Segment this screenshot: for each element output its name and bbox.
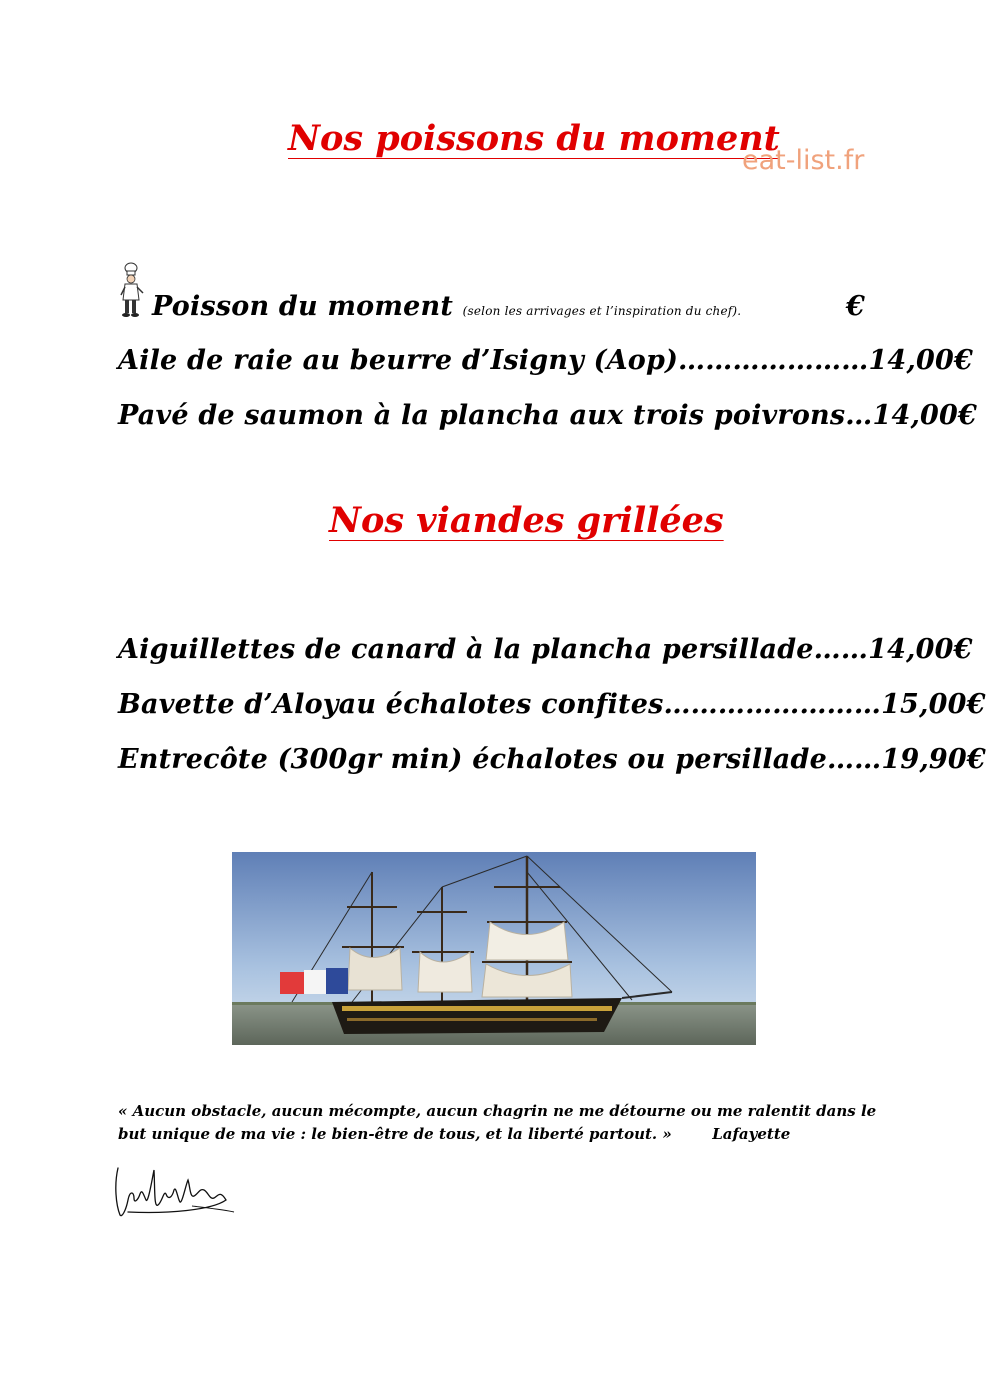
quote-author: Lafayette <box>712 1125 791 1143</box>
menu-item-name: Poisson du moment <box>152 291 454 322</box>
fish-section-title: Nos poissons du moment <box>288 118 780 159</box>
menu-item-bavette-aloyau: Bavette d’Aloyau échalotes confites……………………15,00€ <box>118 689 986 720</box>
watermark: eat-list.fr <box>742 145 865 176</box>
menu-item-price: € <box>846 291 865 322</box>
menu-item-poisson-du-moment <box>152 291 741 322</box>
lafayette-signature <box>108 1160 238 1230</box>
meat-section-title: Nos viandes grillées <box>329 500 724 541</box>
menu-item-aile-de-raie: Aile de raie au beurre d’Isigny (Aop)…………………14,00€ <box>118 345 973 376</box>
menu-item-aiguillettes-de-canard: Aiguillettes de canard à la plancha persillade……14,00€ <box>118 634 973 665</box>
menu-item-entrecote: Entrecôte (300gr min) échalotes ou persillade……19,90€ <box>118 744 986 775</box>
quote-block <box>118 1100 878 1146</box>
quote-text: « Aucun obstacle, aucun mécompte, aucun chagrin ne me détourne ou me ralentit dans le but unique de ma vie : le bien-être de tous, et la liberté partout. » <box>118 1102 877 1143</box>
menu-item-pave-de-saumon: Pavé de saumon à la plancha aux trois poivrons…14,00€ <box>118 400 978 431</box>
menu-item-note: (selon les arrivages et l’inspiration du chef). <box>462 304 742 318</box>
chef-figure-icon <box>118 262 148 320</box>
tall-ship-photo <box>232 852 756 1045</box>
